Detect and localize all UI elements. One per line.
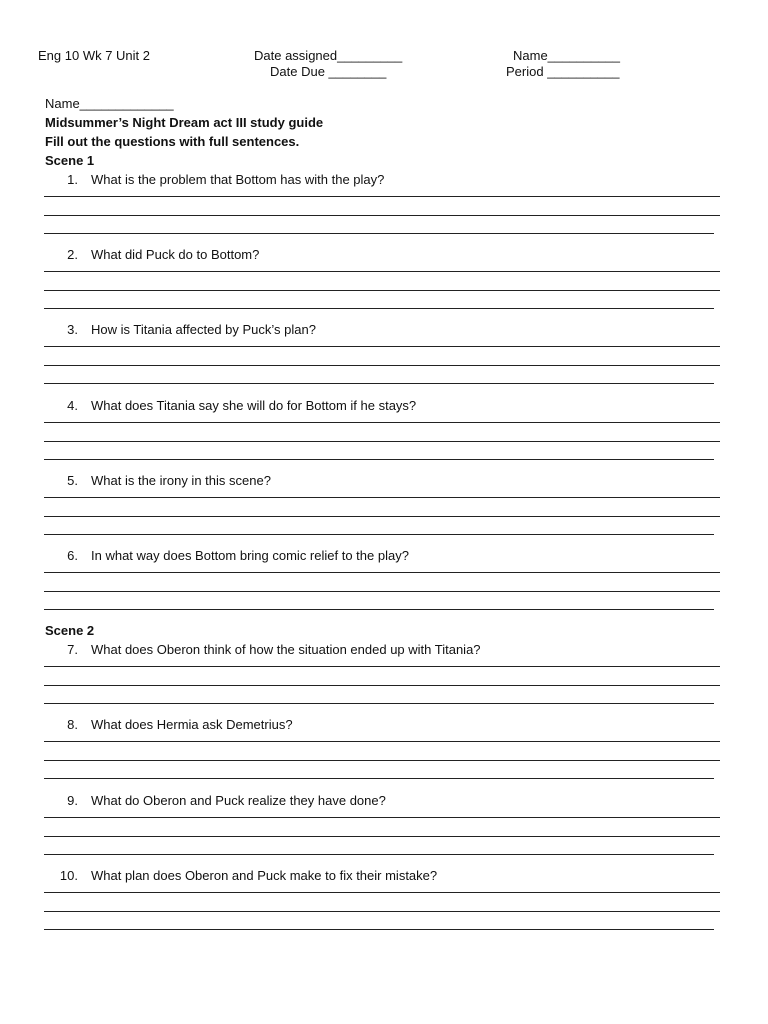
question-text: What does Oberon think of how the situation ended up with Titania?	[91, 642, 481, 657]
answer-line[interactable]	[44, 685, 720, 686]
answer-line[interactable]	[44, 836, 720, 837]
answer-line[interactable]	[44, 666, 720, 667]
question-text: In what way does Bottom bring comic relief to the play?	[91, 548, 409, 563]
question-text: What does Titania say she will do for Bottom if he stays?	[91, 398, 417, 413]
answer-line[interactable]	[44, 196, 720, 197]
question-number: 9.	[67, 793, 78, 808]
question-text: What did Puck do to Bottom?	[91, 247, 260, 262]
student-name-field: Name_____________	[45, 96, 174, 111]
question-number: 7.	[67, 642, 78, 657]
page-title: Midsummer’s Night Dream act III study guide	[45, 115, 324, 130]
question-number: 5.	[67, 473, 78, 488]
answer-line[interactable]	[44, 233, 714, 234]
question-number: 6.	[67, 548, 78, 563]
answer-line[interactable]	[44, 365, 720, 366]
question-text: How is Titania affected by Puck’s plan?	[91, 322, 316, 337]
question-text: What is the problem that Bottom has with the play?	[91, 172, 385, 187]
answer-line[interactable]	[44, 271, 720, 272]
answer-line[interactable]	[44, 346, 720, 347]
answer-line[interactable]	[44, 534, 714, 535]
question-number: 3.	[67, 322, 78, 337]
answer-line[interactable]	[44, 854, 714, 855]
question-text: What plan does Oberon and Puck make to fix their mistake?	[91, 868, 438, 883]
question-text: What do Oberon and Puck realize they have done?	[91, 793, 386, 808]
question-text: What is the irony in this scene?	[91, 473, 271, 488]
answer-line[interactable]	[44, 703, 714, 704]
answer-line[interactable]	[44, 422, 720, 423]
answer-line[interactable]	[44, 741, 720, 742]
answer-line[interactable]	[44, 591, 720, 592]
answer-line[interactable]	[44, 817, 720, 818]
question-number: 10.	[59, 868, 78, 883]
answer-line[interactable]	[44, 760, 720, 761]
question-number: 2.	[67, 247, 78, 262]
question-text: What does Hermia ask Demetrius?	[91, 717, 293, 732]
answer-line[interactable]	[44, 215, 720, 216]
question-number: 4.	[67, 398, 78, 413]
answer-line[interactable]	[44, 497, 720, 498]
answer-line[interactable]	[44, 459, 714, 460]
answer-line[interactable]	[44, 572, 720, 573]
question-number: 8.	[67, 717, 78, 732]
answer-line[interactable]	[44, 516, 720, 517]
scene-heading: Scene 2	[45, 623, 95, 638]
answer-line[interactable]	[44, 911, 720, 912]
answer-line[interactable]	[44, 609, 714, 610]
answer-line[interactable]	[44, 290, 720, 291]
answer-line[interactable]	[44, 778, 714, 779]
answer-line[interactable]	[44, 308, 714, 309]
answer-line[interactable]	[44, 892, 720, 893]
question-number: 1.	[67, 172, 78, 187]
date-assigned-field: Date assigned_________	[254, 48, 403, 63]
instructions: Fill out the questions with full sentences.	[45, 134, 300, 149]
header-name-field: Name__________	[513, 48, 620, 63]
scene-heading: Scene 1	[45, 153, 95, 168]
period-field: Period __________	[506, 64, 620, 79]
date-due-field: Date Due ________	[270, 64, 387, 79]
answer-line[interactable]	[44, 441, 720, 442]
answer-line[interactable]	[44, 929, 714, 930]
answer-line[interactable]	[44, 383, 714, 384]
course-label: Eng 10 Wk 7 Unit 2	[38, 48, 150, 63]
